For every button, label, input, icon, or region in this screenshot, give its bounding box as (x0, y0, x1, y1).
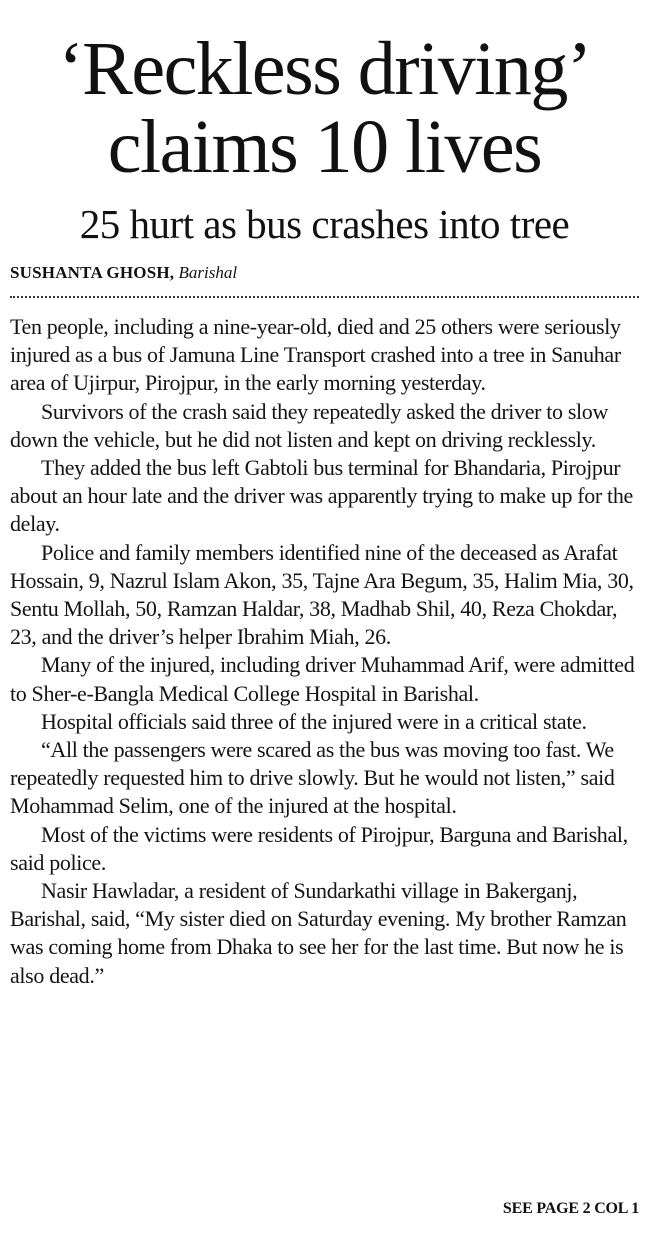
headline (0, 27, 649, 189)
article-body (10, 313, 639, 990)
body-paragraph: They added the bus left Gabtoli bus terminal for Bhandaria, Pirojpur about an hour late and the driver was apparently trying to make up for the delay. (10, 455, 633, 537)
byline-location: Barishal (178, 263, 238, 282)
headline-line: ‘Reckless driving’ (58, 27, 591, 111)
continued-on-page: SEE PAGE 2 COL 1 (502, 1200, 639, 1217)
body-paragraph: “All the passengers were scared as the bus was moving too fast. We repeatedly requested him to drive slowly. But he would not listen,” said Mohammad Selim, one of the injured at the hospital. (10, 737, 615, 819)
body-paragraph: Most of the victims were residents of Pirojpur, Barguna and Barishal, said police. (10, 821, 628, 875)
body-paragraph: Survivors of the crash said they repeatedly asked the driver to slow down the vehicle, but he did not listen and kept on driving recklessly. (10, 398, 608, 452)
body-paragraph: Police and family members identified nine of the deceased as Arafat Hossain, 9, Nazrul Islam Akon, 35, Tajne Ara Begum, 35, Halim Mia, 30, Sentu Mollah, 50, Ramzan Haldar, 38, Madhab Shil, 40, Reza Chokdar, 23, and the driver’s helper Ibrahim Miah, 26. (10, 539, 634, 650)
headline-line: claims 10 lives (107, 105, 542, 189)
body-paragraph: Hospital officials said three of the injured were in a critical state. (41, 708, 587, 734)
byline (10, 262, 237, 284)
body-paragraph: Ten people, including a nine-year-old, died and 25 others were seriously injured as a bus of Jamuna Line Transport crashed into a tree in Sanuhar area of Ujirpur, Pirojpur, in the early morning yesterday. (10, 314, 621, 396)
body-paragraph: Nasir Hawladar, a resident of Sundarkathi village in Bakerganj, Barishal, said, “My sister died on Saturday evening. My brother Ramzan was coming home from Dhaka to see her for the last time. But now he is also dead.” (10, 878, 627, 988)
body-paragraph: Many of the injured, including driver Muhammad Arif, were admitted to Sher-e-Bangla Medical College Hospital in Barishal. (10, 652, 635, 706)
subheadline: 25 hurt as bus crashes into tree (79, 201, 570, 247)
byline-author: SUSHANTA GHOSH, (10, 263, 175, 282)
dotted-divider (10, 296, 639, 298)
